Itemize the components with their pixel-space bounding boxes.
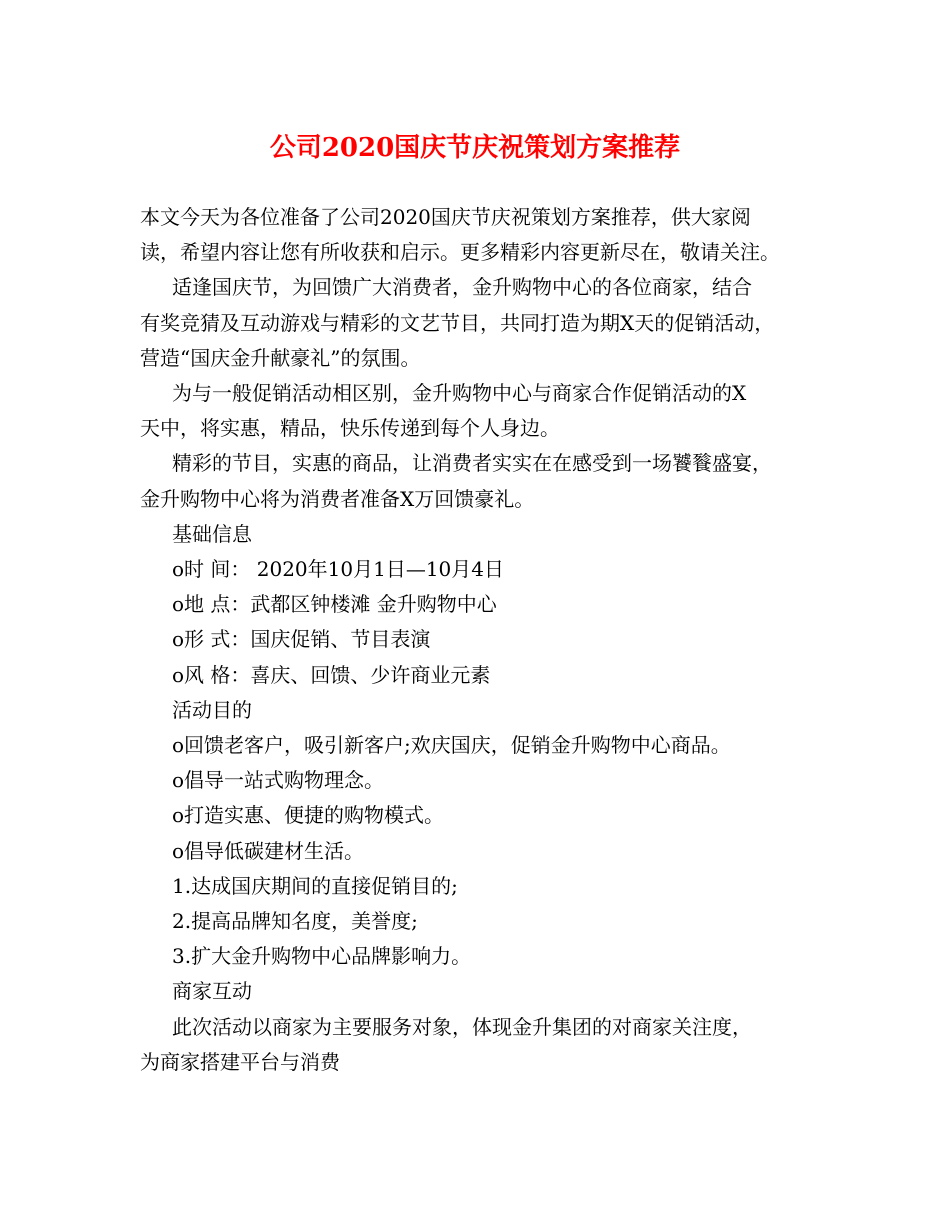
body-line: 金升购物中心将为消费者准备X万回馈豪礼。 (140, 486, 535, 511)
body-line: o打造实惠、便捷的购物模式。 (172, 803, 445, 828)
body-line: o风 格：喜庆、回馈、少许商业元素 (172, 662, 491, 687)
body-line: 营造“国庆金升献豪礼”的氛围。 (140, 345, 421, 370)
body-line: 2.提高品牌知名度，美誉度; (172, 909, 418, 934)
body-line: 有奖竞猜及互动游戏与精彩的文艺节目，共同打造为期X天的促销活动， (140, 310, 775, 335)
body-line: 商家互动 (172, 979, 252, 1004)
body-line: 本文今天为各位准备了公司2020国庆节庆祝策划方案推荐，供大家阅 (140, 205, 751, 229)
body-line: o地 点：武都区钟楼滩 金升购物中心 (172, 592, 497, 617)
document-body (140, 200, 830, 1080)
body-line: 活动目的 (172, 697, 252, 722)
body-line: o形 式：国庆促销、节目表演 (172, 627, 431, 652)
body-line: 读，希望内容让您有所收获和启示。更多精彩内容更新尽在，敬请关注。 (140, 240, 780, 265)
body-line: 为商家搭建平台与消费 (140, 1049, 340, 1074)
body-line: 基础信息 (172, 521, 252, 546)
body-line: o时 间： 2020年10月1日—10月4日 (172, 557, 505, 582)
body-line: o倡导一站式购物理念。 (172, 768, 385, 793)
body-line: 天中，将实惠，精品，快乐传递到每个人身边。 (140, 416, 560, 441)
body-line: 3.扩大金升购物中心品牌影响力。 (172, 944, 472, 969)
body-line: 此次活动以商家为主要服务对象，体现金升集团的对商家关注度， (172, 1014, 752, 1039)
body-line: 适逢国庆节，为回馈广大消费者，金升购物中心的各位商家，结合 (172, 275, 752, 300)
body-line: o回馈老客户，吸引新客户;欢庆国庆，促销金升购物中心商品。 (172, 733, 731, 758)
body-line: 为与一般促销活动相区别，金升购物中心与商家合作促销活动的X (172, 381, 747, 406)
document-title: 公司2020国庆节庆祝策划方案推荐 (269, 133, 681, 163)
body-line: 精彩的节目，实惠的商品，让消费者实实在在感受到一场饕餮盛宴， (172, 451, 772, 476)
body-line: 1.达成国庆期间的直接促销目的; (172, 873, 458, 898)
body-line: o倡导低碳建材生活。 (172, 838, 365, 863)
